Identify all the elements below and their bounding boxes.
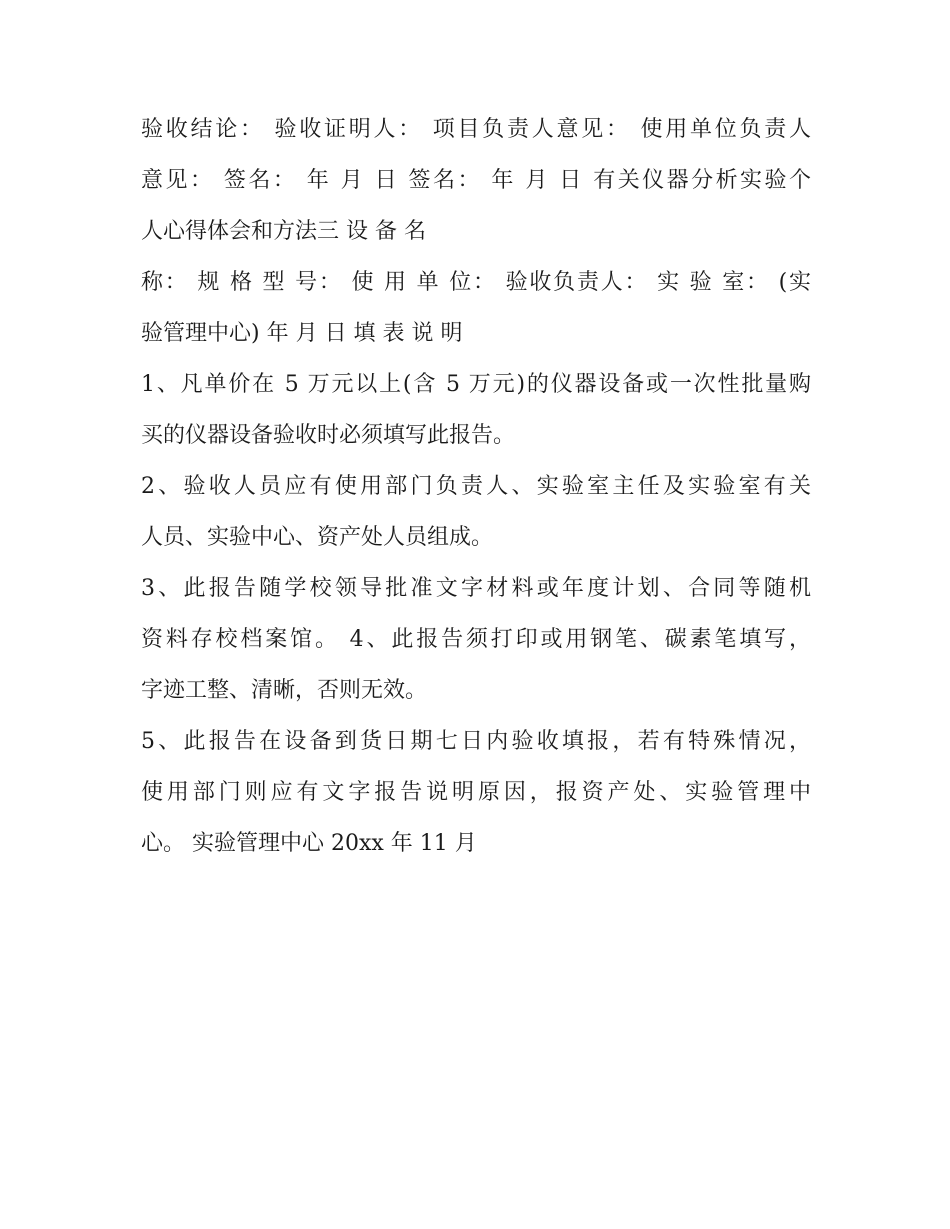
text-line-footer-date: 心。 实验管理中心 20xx 年 11 月 [141, 831, 477, 856]
text-line-item-2: 2、验收人员应有使用部门负责人、实验室主任及实验室有关 [141, 474, 811, 499]
text-line-item-4-cont: 字迹工整、清晰，否则无效。 [141, 678, 428, 703]
text-line-item-3: 3、此报告随学校领导批准文字材料或年度计划、合同等随机 [141, 576, 811, 601]
text-line-item-2-cont: 人员、实验中心、资产处人员组成。 [141, 525, 494, 550]
text-line-experience: 人心得体会和方法三 设 备 名 [141, 219, 426, 244]
document-body [141, 104, 811, 869]
text-line-item-5-cont: 使用部门则应有文字报告说明原因，报资产处、实验管理中 [141, 780, 811, 805]
text-line-item-5: 5、此报告在设备到货日期七日内验收填报，若有特殊情况， [141, 729, 811, 754]
text-line-item-3-4: 资料存校档案馆。 4、此报告须打印或用钢笔、碳素笔填写， [141, 627, 811, 652]
text-line-form-instructions-heading: 验管理中心) 年 月 日 填 表 说 明 [141, 321, 463, 346]
text-line-acceptance-conclusion: 验收结论： 验收证明人： 项目负责人意见： 使用单位负责人 [141, 117, 811, 142]
text-line-item-1-cont: 买的仪器设备验收时必须填写此报告。 [141, 423, 516, 448]
text-line-item-1: 1、凡单价在 5 万元以上(含 5 万元)的仪器设备或一次性批量购 [141, 372, 811, 397]
text-line-signatures: 意见： 签名： 年 月 日 签名： 年 月 日 有关仪器分析实验个 [141, 168, 811, 193]
text-line-equipment-fields: 称： 规 格 型 号： 使 用 单 位： 验收负责人： 实 验 室： (实 [141, 270, 811, 295]
